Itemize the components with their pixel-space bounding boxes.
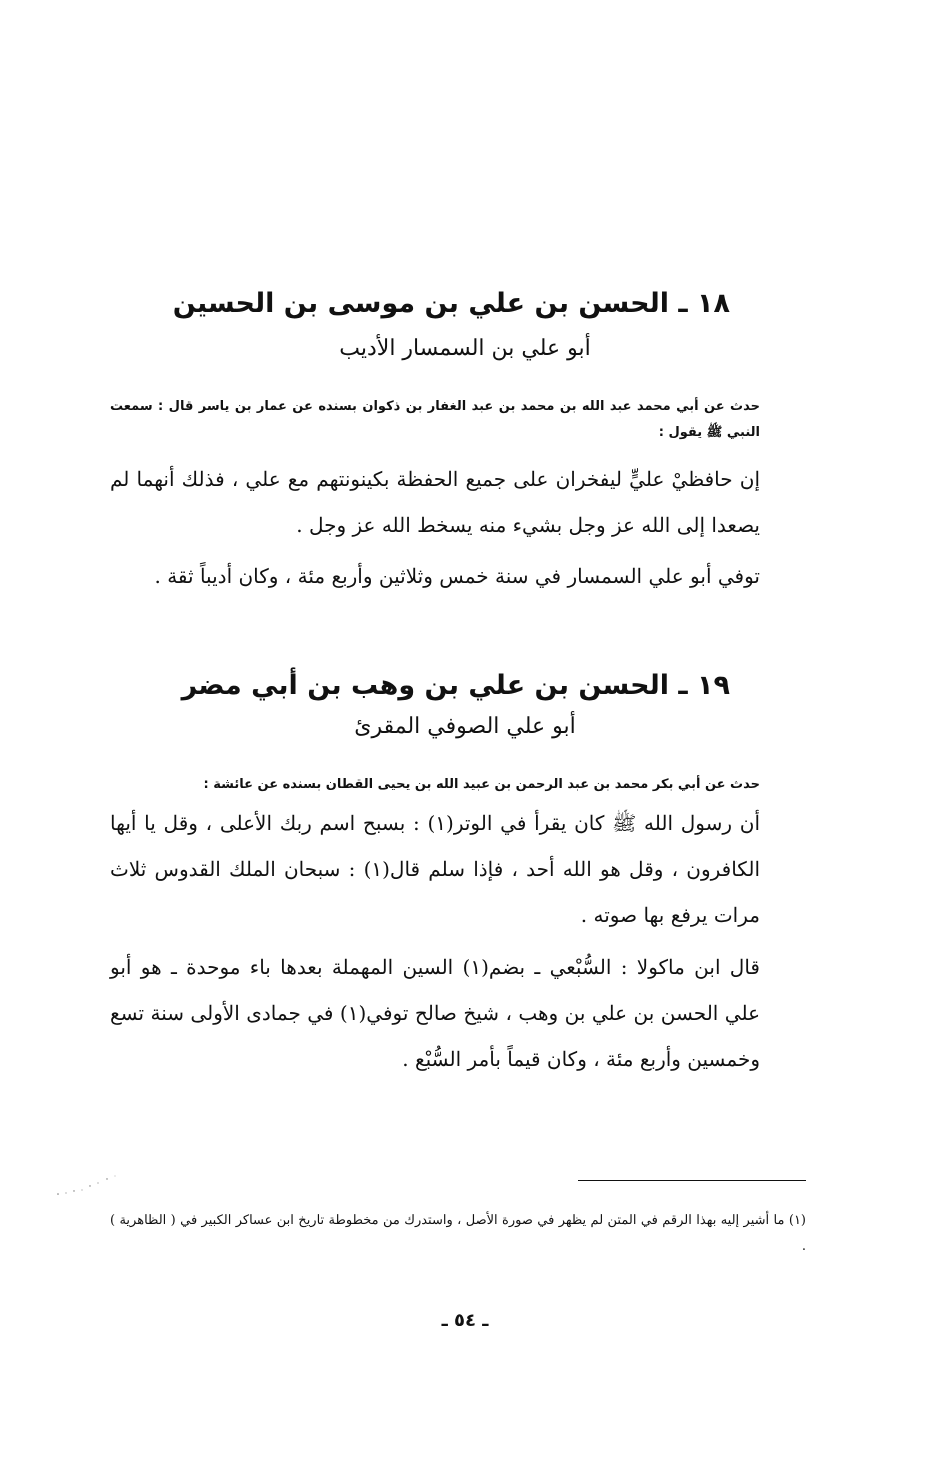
footnote-separator	[578, 1180, 806, 1181]
entry-18-isnad: حدث عن أبي محمد عبد الله بن محمد بن عبد الغفار بن ذكوان بسنده عن عمار بن ياسر قال : سمعت النبي ﷺ يقول :	[110, 399, 760, 440]
entry-18-paragraph-2: توفي أبو علي السمسار في سنة خمس وثلاثين وأربع مئة ، وكان أديباً ثقة .	[154, 564, 760, 588]
entry-19-paragraph-2: قال ابن ماكولا : السُّبْعي ـ بضم(١) السين المهملة بعدها باء موحدة ـ هو أبو علي الحسن بن علي بن وهب ، شيخ صالح توفي(١) في جمادى الأولى سنة تسع وخمسين وأربع مئة ، وكان قيماً بأمر السُّبْع .	[110, 955, 761, 1071]
entry-19-title: ١٩ ـ الحسن بن علي بن وهب بن أبي مضر	[181, 670, 730, 701]
entry-18-title: ١٨ ـ الحسن بن علي بن موسى بن الحسين	[172, 288, 730, 319]
entry-19-isnad: حدث عن أبي بكر محمد بن عبد الرحمن بن عبيد الله بن يحيى القطان بسنده عن عائشة :	[203, 777, 760, 792]
entry-18-subtitle: أبو علي بن السمسار الأديب	[339, 336, 591, 361]
page-number: ـ ٥٤ ـ	[441, 1310, 489, 1331]
footnote: (١) ما أشير إليه بهذا الرقم في المتن لم يظهر في صورة الأصل ، واستدرك من مخطوطة تاريخ ابن عساكر الكبير في ( الظاهرية ) .	[110, 1213, 806, 1254]
scan-speckle	[52, 1172, 122, 1202]
entry-19-paragraph-1: أن رسول الله ﷺ كان يقرأ في الوتر(١) : بسبح اسم ربك الأعلى ، وقل يا أيها الكافرون ، وقل هو الله أحد ، فإذا سلم قال(١) : سبحان الملك القدوس ثلاث مرات يرفع بها صوته .	[110, 811, 761, 927]
entry-18-paragraph-1: إن حافظيْ عليٍّ ليفخران على جميع الحفظة بكينونتهم مع علي ، فذلك أنهما لم يصعدا إلى الله عز وجل بشيء منه يسخط الله عز وجل .	[110, 467, 760, 537]
entry-19-subtitle: أبو علي الصوفي المقرئ	[354, 714, 576, 739]
